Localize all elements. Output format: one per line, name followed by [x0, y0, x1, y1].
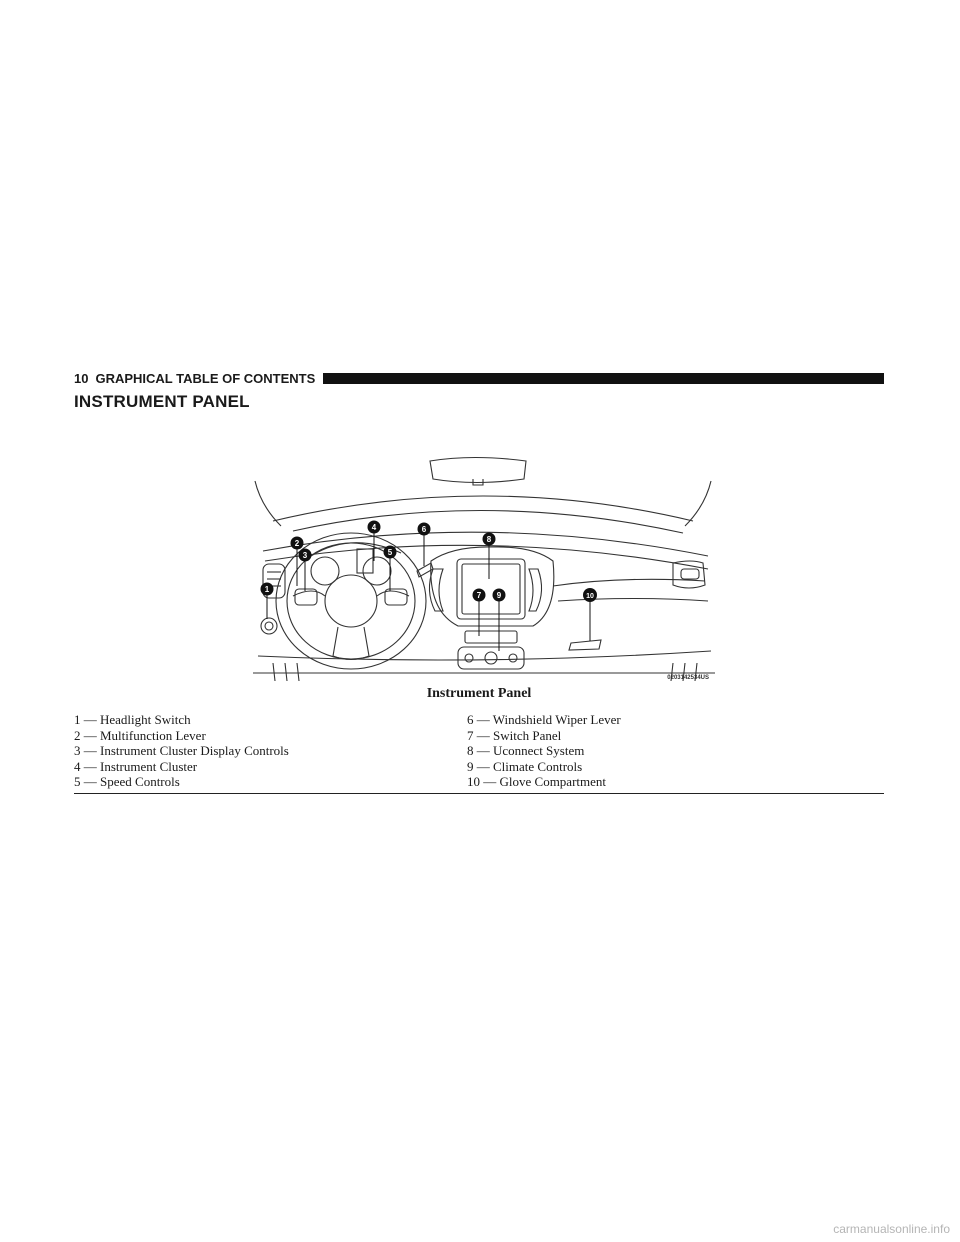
svg-text:4: 4 [371, 523, 377, 532]
callout-3 [299, 549, 312, 562]
legend-item: 7 — Switch Panel [467, 727, 562, 743]
page-header [74, 368, 884, 388]
legend-table [74, 712, 884, 794]
callout-7 [473, 589, 486, 602]
legend-item: 2 — Multifunction Lever [74, 727, 206, 743]
legend-item: 10 — Glove Compartment [467, 774, 607, 790]
callout-9 [493, 589, 506, 602]
svg-text:5: 5 [387, 548, 393, 557]
svg-text:8: 8 [486, 535, 492, 544]
watermark: carmanualsonline.info [833, 1222, 950, 1236]
callout-4 [368, 521, 381, 534]
legend-item: 1 — Headlight Switch [74, 712, 191, 727]
figure-caption: Instrument Panel [426, 686, 532, 701]
callout-2 [291, 537, 304, 550]
callout-8 [483, 533, 496, 546]
legend-item: 3 — Instrument Cluster Display Controls [74, 743, 289, 759]
instrument-panel-illustration [253, 451, 715, 683]
svg-text:2: 2 [294, 539, 300, 548]
header-rule [323, 373, 884, 384]
rearview-mirror-shape [430, 458, 526, 483]
figure-code: 0203142534US [667, 675, 709, 681]
callout-10 [583, 588, 597, 602]
svg-text:10: 10 [586, 593, 594, 600]
legend-item: 5 — Speed Controls [74, 774, 180, 790]
callout-5 [384, 546, 397, 559]
section-title: INSTRUMENT PANEL [74, 392, 250, 411]
legend-item: 9 — Climate Controls [467, 758, 583, 774]
svg-text:9: 9 [496, 591, 502, 600]
callout-1 [261, 583, 274, 596]
svg-text:6: 6 [421, 525, 427, 534]
legend-item: 6 — Windshield Wiper Lever [467, 712, 621, 727]
callout-6 [418, 523, 431, 536]
svg-text:7: 7 [476, 591, 482, 600]
page-number: 10 [74, 370, 89, 386]
legend-right-column [467, 712, 621, 790]
legend-item: 4 — Instrument Cluster [74, 758, 198, 774]
header-title: GRAPHICAL TABLE OF CONTENTS [95, 370, 316, 386]
svg-text:3: 3 [302, 551, 308, 560]
svg-text:1: 1 [264, 585, 270, 594]
legend-left-column [74, 712, 467, 790]
legend-item: 8 — Uconnect System [467, 743, 585, 759]
